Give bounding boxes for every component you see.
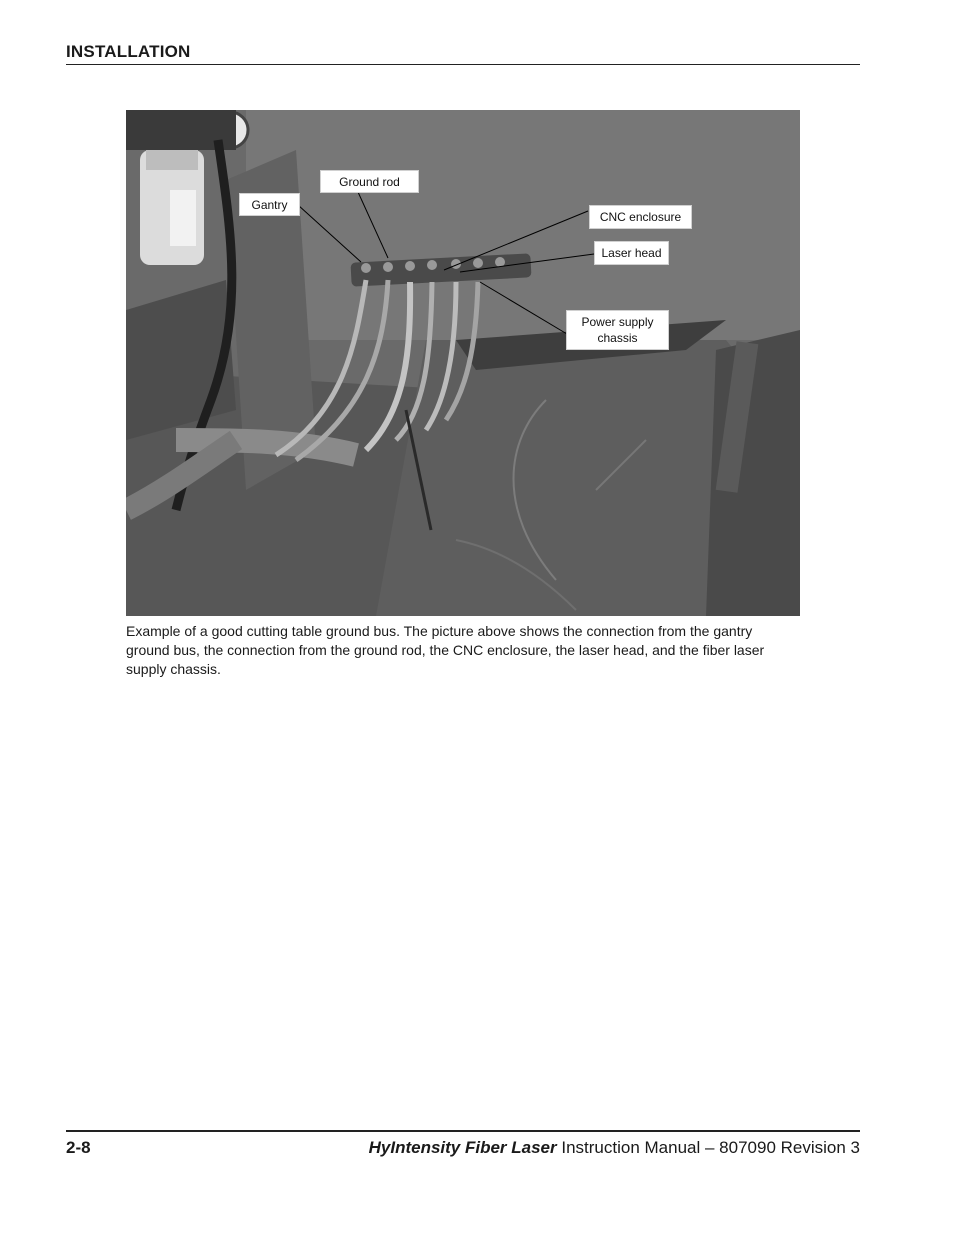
callout-power-supply-line1: Power supply (581, 315, 654, 329)
section-title: INSTALLATION (66, 42, 191, 61)
callout-ground-rod: Ground rod (320, 170, 419, 193)
footer-product-name: HyIntensity Fiber Laser (368, 1138, 557, 1157)
callout-power-supply-chassis (566, 310, 669, 350)
callout-power-supply-line2: chassis (597, 331, 638, 345)
footer-manual-info (369, 1138, 860, 1158)
callout-laser-head: Laser head (594, 241, 669, 265)
ground-bus-photo (126, 110, 800, 616)
callout-cnc-enclosure: CNC enclosure (589, 205, 692, 229)
figure-caption: Example of a good cutting table ground bus. The picture above shows the connection from the gantry ground bus, the connection from the ground rod, the CNC enclosure, the laser head, and the fiber laser supply chassis. (126, 623, 765, 677)
callout-gantry: Gantry (239, 193, 300, 216)
footer-rule (66, 1130, 860, 1132)
ground-bus-photo-illustration (126, 110, 800, 616)
footer-manual-text: Instruction Manual – 807090 Revision 3 (556, 1138, 860, 1157)
page-number: 2-8 (66, 1138, 91, 1157)
header-rule (66, 64, 860, 65)
